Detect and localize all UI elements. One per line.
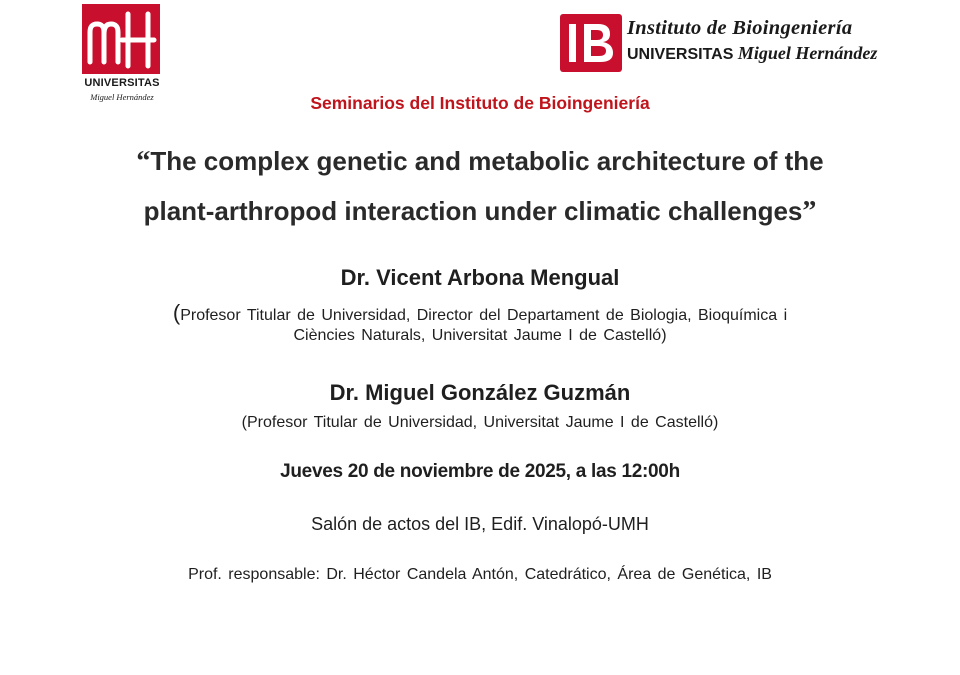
speaker-affiliation-1-line2: Ciències Naturals, Universitat Jaume I de Castelló) <box>293 327 667 344</box>
talk-title-line2 <box>0 196 960 228</box>
ib-logo-title: Instituto de Bioingeniería <box>627 17 853 39</box>
speaker-name-2: Dr. Miguel González Guzmán <box>329 380 631 405</box>
umh-logo-miguel-hernandez: Miguel Hernández <box>90 92 154 102</box>
ib-logo-miguel-hernandez: Miguel Hernández <box>737 43 878 63</box>
affiliation-open-paren: ( <box>172 300 181 325</box>
talk-title-line1 <box>0 146 960 178</box>
talk-title-text1: The complex genetic and metabolic architecture of the <box>150 146 824 176</box>
ib-logo <box>560 14 900 76</box>
event-date-time: Jueves 20 de noviembre de 2025, a las 12:00h <box>280 461 680 482</box>
speaker-affiliation-2: (Profesor Titular de Universidad, Universitat Jaume I de Castelló) <box>241 414 719 431</box>
umh-logo-universitas: UNIVERSITAS <box>84 77 160 89</box>
umh-logo-mark <box>82 4 160 74</box>
speaker-affiliation-1-line1 <box>0 300 960 326</box>
umh-logo <box>72 4 172 104</box>
speaker-affiliation-1-text1: Profesor Titular de Universidad, Director del Departament de Biologia, Bioquímica i <box>180 307 788 324</box>
series-title: Seminarios del Instituto de Bioingeniería <box>310 93 650 113</box>
talk-title-text2: plant-arthropod interaction under climatic challenges <box>143 196 803 226</box>
open-quote: “ <box>136 146 151 177</box>
ib-logo-universitas: UNIVERSITAS <box>627 46 734 63</box>
event-contact: Prof. responsable: Dr. Héctor Candela Antón, Catedrático, Área de Genética, IB <box>188 566 772 583</box>
ib-logo-subtitle <box>627 43 877 64</box>
close-quote: ” <box>802 196 817 227</box>
speaker-name-1: Dr. Vicent Arbona Mengual <box>340 265 620 290</box>
event-venue: Salón de actos del IB, Edif. Vinalopó-UMH <box>311 514 649 534</box>
ib-logo-mark <box>560 14 622 72</box>
